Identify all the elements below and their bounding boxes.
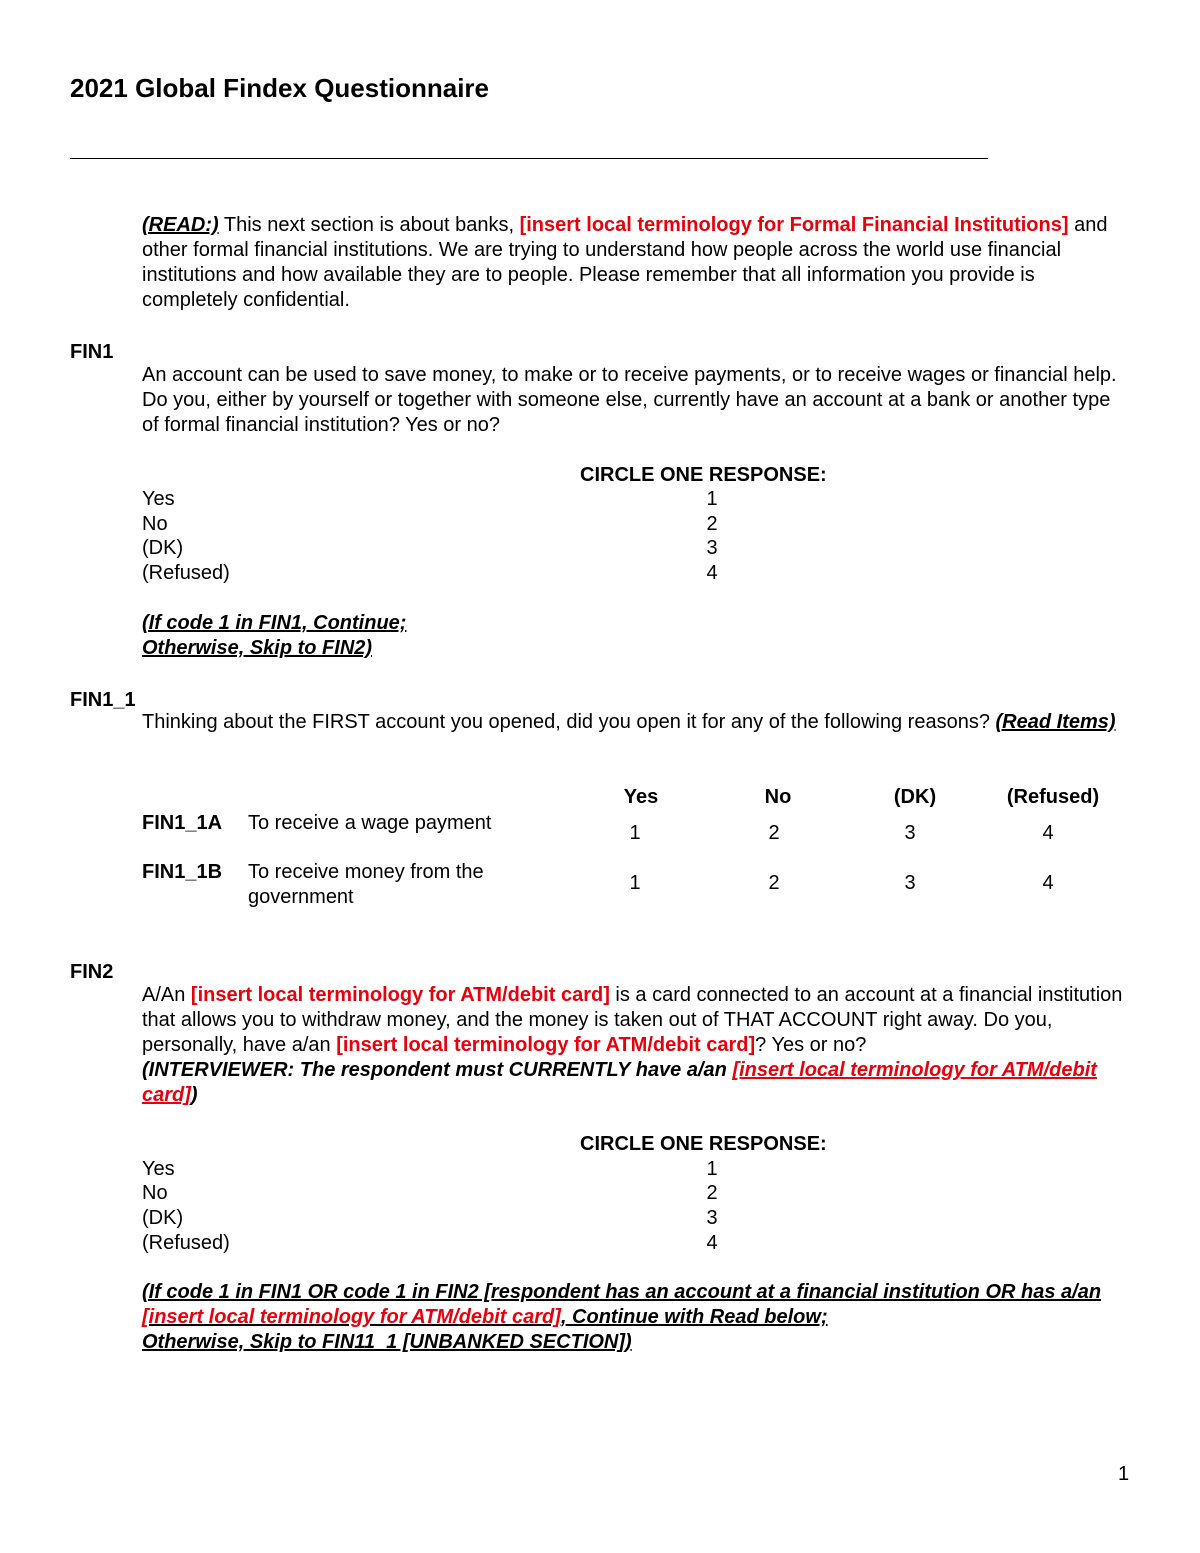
question-text-fin1: An account can be used to save money, to make or to receive payments, or to receive wages or financial help. Do you, either by yourself or together with someone else, currently have an account at a bank or another type of formal financial institution? Yes or no? [142, 364, 1117, 436]
terminology-placeholder: [insert local terminology for ATM/debit card] [142, 1306, 561, 1328]
interviewer-text: (INTERVIEWER: The respondent must CURRENTLY have a/an [142, 1059, 733, 1081]
item-id: FIN1_1B [142, 861, 223, 883]
question-id-fin1: FIN1 [70, 341, 114, 363]
question-text: Thinking about the FIRST account you opened, did you open it for any of the following reasons? [142, 711, 996, 733]
skip-text: , Continue with Read below; [560, 1306, 828, 1328]
skip-instruction-line1: (If code 1 in FIN1, Continue; [142, 612, 407, 634]
page-number: 1 [1118, 1463, 1130, 1485]
read-instruction: (READ:) [142, 214, 219, 236]
response-option-code: 4 [706, 1232, 718, 1254]
question-text: ? Yes or no? [755, 1034, 867, 1056]
column-header-no: No [764, 786, 792, 808]
response-option-code: 4 [706, 562, 718, 584]
code-cell: 1 [629, 822, 641, 844]
response-option-label: (DK) [142, 1207, 184, 1229]
terminology-placeholder: [insert local terminology for Formal Financial Institutions] [519, 214, 1069, 236]
terminology-placeholder: [insert local terminology for ATM/debit card] [336, 1034, 756, 1056]
skip-instruction-line2: Otherwise, Skip to FIN2) [142, 637, 373, 659]
item-id: FIN1_1A [142, 812, 223, 834]
intro-text-a: This next section is about banks, [218, 214, 520, 236]
response-option-code: 2 [706, 513, 718, 535]
title-divider [70, 158, 988, 159]
response-option-code: 3 [706, 537, 718, 559]
response-option-label: No [142, 513, 168, 535]
code-cell: 3 [904, 822, 916, 844]
question-text: is a card connected to an account at a financial institution that allows you to withdraw money, and the money is taken out of THAT ACCOUNT right away. Do you, personally, have a/an [142, 984, 1123, 1056]
question-text-fin2 [142, 983, 1132, 1108]
interviewer-instruction [142, 1059, 1097, 1106]
response-option-label: (Refused) [142, 1232, 230, 1254]
response-option-label: Yes [142, 1158, 175, 1180]
code-cell: 4 [1042, 872, 1054, 894]
column-header-yes: Yes [623, 786, 659, 808]
question-id-fin2: FIN2 [70, 961, 114, 983]
response-option-label: (Refused) [142, 562, 230, 584]
question-text-fin1-1 [142, 710, 1132, 735]
response-option-label: Yes [142, 488, 175, 510]
item-text: To receive a wage payment [248, 812, 492, 834]
response-option-code: 1 [706, 488, 718, 510]
document-title: 2021 Global Findex Questionnaire [70, 73, 490, 103]
response-option-label: (DK) [142, 537, 184, 559]
skip-text: Otherwise, Skip to FIN11_1 [UNBANKED SECTION]) [142, 1331, 632, 1353]
circle-one-response-label: CIRCLE ONE RESPONSE: [580, 464, 827, 486]
code-cell: 3 [904, 872, 916, 894]
intro-text-b: and other formal financial institutions. We are trying to understand how people across the world use financial institutions and how available they are to people. Please remember that all information you provide is completely confidential. [142, 214, 1108, 311]
question-text: A/An [142, 984, 191, 1006]
code-cell: 1 [629, 872, 641, 894]
code-cell: 2 [768, 872, 780, 894]
response-option-code: 2 [706, 1182, 718, 1204]
response-option-label: No [142, 1182, 168, 1204]
response-option-code: 3 [706, 1207, 718, 1229]
skip-text: (If code 1 in FIN1 OR code 1 in FIN2 [respondent has an account at a financial institution OR has a/an [142, 1281, 1102, 1303]
skip-instruction-fin2 [142, 1280, 1132, 1355]
interviewer-text: ) [190, 1084, 198, 1106]
intro-paragraph [142, 213, 1132, 313]
read-items-instruction: (Read Items) [995, 711, 1116, 733]
question-id-fin1-1: FIN1_1 [70, 689, 136, 711]
code-cell: 2 [768, 822, 780, 844]
code-cell: 4 [1042, 822, 1054, 844]
column-header-refused: (Refused) [1006, 786, 1100, 808]
column-header-dk: (DK) [893, 786, 937, 808]
terminology-placeholder: [insert local terminology for ATM/debit card] [190, 984, 610, 1006]
item-text: To receive money from the government [248, 861, 484, 908]
response-option-code: 1 [706, 1158, 718, 1180]
terminology-placeholder: [insert local terminology for ATM/debit card] [142, 1059, 1097, 1106]
circle-one-response-label: CIRCLE ONE RESPONSE: [580, 1133, 827, 1155]
